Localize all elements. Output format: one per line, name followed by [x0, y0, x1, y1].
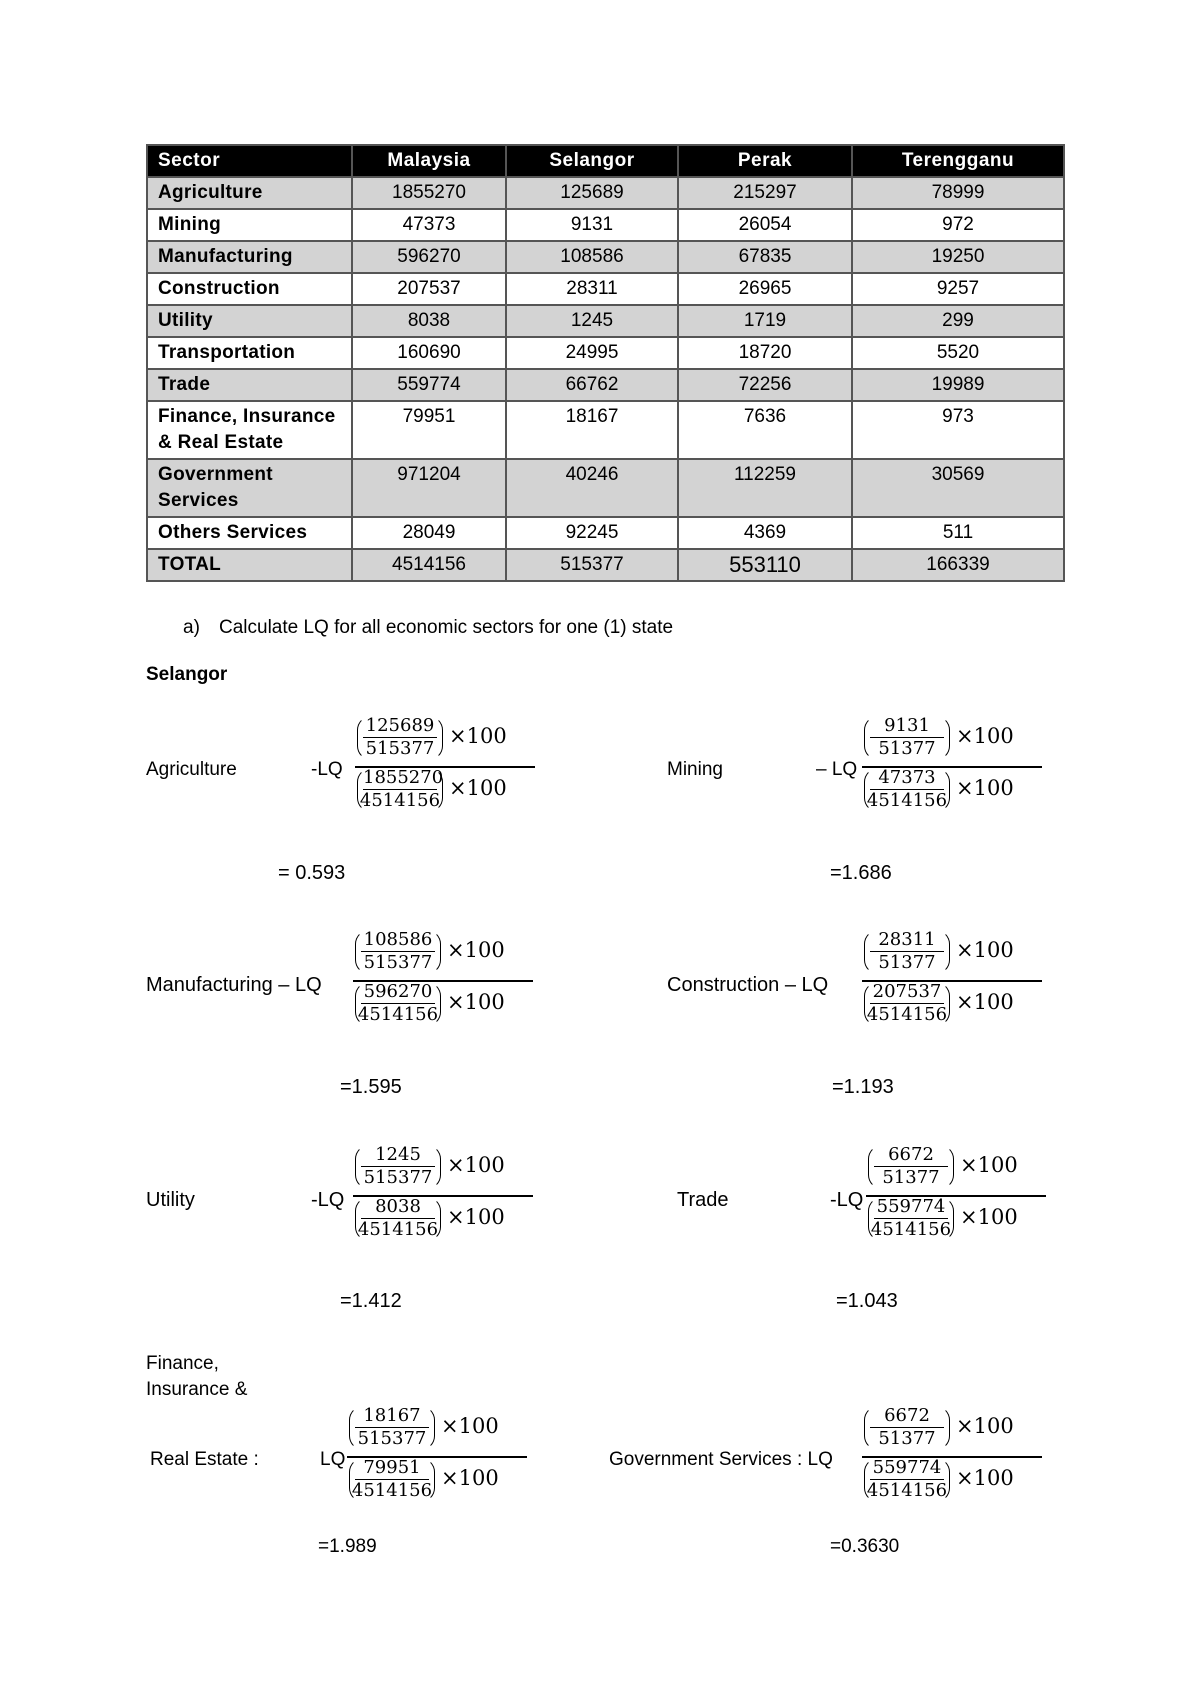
value-cell: 299 — [852, 305, 1064, 337]
fraction-denominator: 515377 — [365, 738, 435, 759]
fraction-denominator: 51377 — [878, 738, 936, 759]
lq-result-manufacturing: =1.595 — [340, 1076, 402, 1098]
sector-name-cell: TOTAL — [147, 549, 352, 581]
value-cell: 215297 — [678, 177, 852, 209]
fraction — [868, 1196, 954, 1241]
value-cell: 26965 — [678, 273, 852, 305]
times-hundred: ×100 — [441, 1466, 499, 1490]
fraction — [357, 715, 443, 760]
times-hundred: ×100 — [441, 1414, 499, 1438]
fraction-denominator: 51377 — [878, 1428, 936, 1449]
fraction — [864, 1457, 950, 1502]
value-cell: 8038 — [352, 305, 506, 337]
value-cell: 9131 — [506, 209, 678, 241]
calc-prefix-utility: -LQ — [311, 1189, 345, 1211]
times-hundred: ×100 — [956, 776, 1014, 800]
times-hundred: ×100 — [956, 1414, 1014, 1438]
value-cell: 972 — [852, 209, 1064, 241]
value-cell: 28311 — [506, 273, 678, 305]
fraction-numerator: 125689 — [363, 715, 437, 738]
calc-label-mining: Mining — [667, 759, 723, 780]
value-cell: 18720 — [678, 337, 852, 369]
value-cell: 67835 — [678, 241, 852, 273]
lq-result-government: =0.3630 — [830, 1536, 900, 1557]
fraction-denominator: 4514156 — [357, 1219, 439, 1240]
times-hundred: ×100 — [956, 1466, 1014, 1490]
sector-employment-table — [146, 144, 1065, 582]
calc-prefix-agriculture: -LQ — [311, 759, 343, 780]
header-sector: Sector — [147, 145, 352, 177]
sector-name-cell: Manufacturing — [147, 241, 352, 273]
table-row — [147, 273, 1064, 305]
fraction — [864, 929, 950, 974]
calc-prefix-mining: – LQ — [816, 759, 858, 780]
value-cell: 973 — [852, 401, 1064, 459]
fraction — [357, 767, 443, 812]
calc-label-finance-line3: Real Estate : — [150, 1449, 259, 1470]
value-cell: 515377 — [506, 549, 678, 581]
fraction-numerator: 8038 — [361, 1196, 435, 1219]
fraction-denominator: 51377 — [878, 952, 936, 973]
table-row — [147, 517, 1064, 549]
sector-name-cell: Utility — [147, 305, 352, 337]
header-selangor: Selangor — [506, 145, 678, 177]
value-cell: 553110 — [678, 549, 852, 581]
value-cell: 108586 — [506, 241, 678, 273]
fraction-denominator: 515377 — [363, 1167, 433, 1188]
value-cell: 26054 — [678, 209, 852, 241]
table-header-row — [147, 145, 1064, 177]
question-text: Calculate LQ for all economic sectors for one (1) state — [219, 617, 674, 638]
value-cell: 596270 — [352, 241, 506, 273]
value-cell: 24995 — [506, 337, 678, 369]
fraction — [355, 929, 441, 974]
calc-label-manufacturing: Manufacturing – LQ — [146, 974, 322, 996]
value-cell: 971204 — [352, 459, 506, 517]
value-cell: 40246 — [506, 459, 678, 517]
sector-name-cell: Transportation — [147, 337, 352, 369]
value-cell: 125689 — [506, 177, 678, 209]
value-cell: 47373 — [352, 209, 506, 241]
value-cell: 18167 — [506, 401, 678, 459]
fraction-denominator: 4514156 — [351, 1480, 433, 1501]
fraction — [355, 1196, 441, 1241]
fraction-denominator: 51377 — [882, 1167, 940, 1188]
value-cell: 1719 — [678, 305, 852, 337]
sector-name-cell: Trade — [147, 369, 352, 401]
fraction-numerator: 1245 — [361, 1144, 435, 1167]
sector-name-cell: Construction — [147, 273, 352, 305]
table-row — [147, 369, 1064, 401]
value-cell: 112259 — [678, 459, 852, 517]
lq-result-agriculture: = 0.593 — [278, 862, 346, 884]
fraction-denominator: 515377 — [357, 1428, 427, 1449]
value-cell: 92245 — [506, 517, 678, 549]
value-cell: 160690 — [352, 337, 506, 369]
sector-name-cell: Government Services — [147, 459, 352, 517]
fraction — [864, 1405, 950, 1450]
header-malaysia: Malaysia — [352, 145, 506, 177]
fraction-numerator: 9131 — [870, 715, 944, 738]
value-cell: 4514156 — [352, 549, 506, 581]
fraction-numerator: 559774 — [874, 1196, 948, 1219]
times-hundred: ×100 — [956, 938, 1014, 962]
value-cell: 511 — [852, 517, 1064, 549]
calc-label-government: Government Services : LQ — [609, 1449, 833, 1470]
calc-label-construction: Construction – LQ — [667, 974, 829, 996]
fraction-numerator: 47373 — [870, 767, 944, 790]
fraction-denominator: 4514156 — [357, 1004, 439, 1025]
times-hundred: ×100 — [960, 1205, 1018, 1229]
value-cell: 66762 — [506, 369, 678, 401]
fraction-numerator: 1855270 — [363, 767, 444, 788]
times-hundred: ×100 — [960, 1153, 1018, 1177]
fraction-denominator: 4514156 — [359, 790, 441, 811]
question-marker: a) — [183, 617, 200, 638]
lq-result-finance: =1.989 — [318, 1536, 377, 1557]
fraction-denominator: 4514156 — [866, 1480, 948, 1501]
value-cell: 166339 — [852, 549, 1064, 581]
fraction-numerator: 6672 — [870, 1405, 944, 1428]
fraction — [355, 981, 441, 1026]
value-cell: 19250 — [852, 241, 1064, 273]
times-hundred: ×100 — [956, 724, 1014, 748]
fraction — [349, 1457, 435, 1502]
fraction — [349, 1405, 435, 1450]
lq-result-construction: =1.193 — [832, 1076, 894, 1098]
table-row — [147, 177, 1064, 209]
fraction-numerator: 28311 — [870, 929, 944, 952]
value-cell: 1855270 — [352, 177, 506, 209]
table-row — [147, 459, 1064, 517]
value-cell: 78999 — [852, 177, 1064, 209]
table-row — [147, 549, 1064, 581]
table-row — [147, 401, 1064, 459]
fraction-denominator: 4514156 — [866, 1004, 948, 1025]
value-cell: 7636 — [678, 401, 852, 459]
sector-name-cell: Others Services — [147, 517, 352, 549]
sector-name-cell: Mining — [147, 209, 352, 241]
fraction-denominator: 515377 — [363, 952, 433, 973]
fraction — [868, 1144, 954, 1189]
fraction-numerator: 18167 — [355, 1405, 429, 1428]
table-row — [147, 337, 1064, 369]
table-row — [147, 209, 1064, 241]
fraction — [864, 715, 950, 760]
calc-prefix-finance: LQ — [320, 1449, 346, 1470]
calc-prefix-trade: -LQ — [830, 1189, 864, 1211]
table-body — [147, 177, 1064, 581]
calc-label-finance-line1: Finance, — [146, 1353, 219, 1374]
fraction-denominator: 4514156 — [866, 790, 948, 811]
calc-label-agriculture: Agriculture — [146, 759, 237, 780]
value-cell: 4369 — [678, 517, 852, 549]
fraction — [864, 767, 950, 812]
fraction-numerator: 559774 — [870, 1457, 944, 1480]
value-cell: 72256 — [678, 369, 852, 401]
value-cell: 5520 — [852, 337, 1064, 369]
fraction-numerator: 108586 — [361, 929, 435, 952]
times-hundred: ×100 — [449, 776, 507, 800]
times-hundred: ×100 — [447, 1153, 505, 1177]
lq-result-mining: =1.686 — [830, 862, 892, 884]
calc-label-trade: Trade — [677, 1189, 729, 1211]
value-cell: 207537 — [352, 273, 506, 305]
fraction-numerator: 207537 — [870, 981, 944, 1004]
lq-result-trade: =1.043 — [836, 1290, 898, 1312]
calc-label-utility: Utility — [146, 1189, 195, 1211]
table-row — [147, 305, 1064, 337]
table-row — [147, 241, 1064, 273]
value-cell: 30569 — [852, 459, 1064, 517]
sector-name-cell: Finance, Insurance & Real Estate — [147, 401, 352, 459]
value-cell: 9257 — [852, 273, 1064, 305]
sector-name-cell: Agriculture — [147, 177, 352, 209]
state-heading: Selangor — [146, 664, 228, 685]
fraction-denominator: 4514156 — [870, 1219, 952, 1240]
fraction — [864, 981, 950, 1026]
fraction-numerator: 596270 — [361, 981, 435, 1004]
times-hundred: ×100 — [447, 990, 505, 1014]
value-cell: 1245 — [506, 305, 678, 337]
times-hundred: ×100 — [447, 1205, 505, 1229]
times-hundred: ×100 — [956, 990, 1014, 1014]
value-cell: 79951 — [352, 401, 506, 459]
fraction — [355, 1144, 441, 1189]
times-hundred: ×100 — [449, 724, 507, 748]
header-terengganu: Terengganu — [852, 145, 1064, 177]
calc-label-finance-line2: Insurance & — [146, 1379, 248, 1400]
fraction-numerator: 6672 — [874, 1144, 948, 1167]
lq-result-utility: =1.412 — [340, 1290, 402, 1312]
fraction-numerator: 79951 — [355, 1457, 429, 1480]
value-cell: 19989 — [852, 369, 1064, 401]
header-perak: Perak — [678, 145, 852, 177]
value-cell: 28049 — [352, 517, 506, 549]
value-cell: 559774 — [352, 369, 506, 401]
times-hundred: ×100 — [447, 938, 505, 962]
